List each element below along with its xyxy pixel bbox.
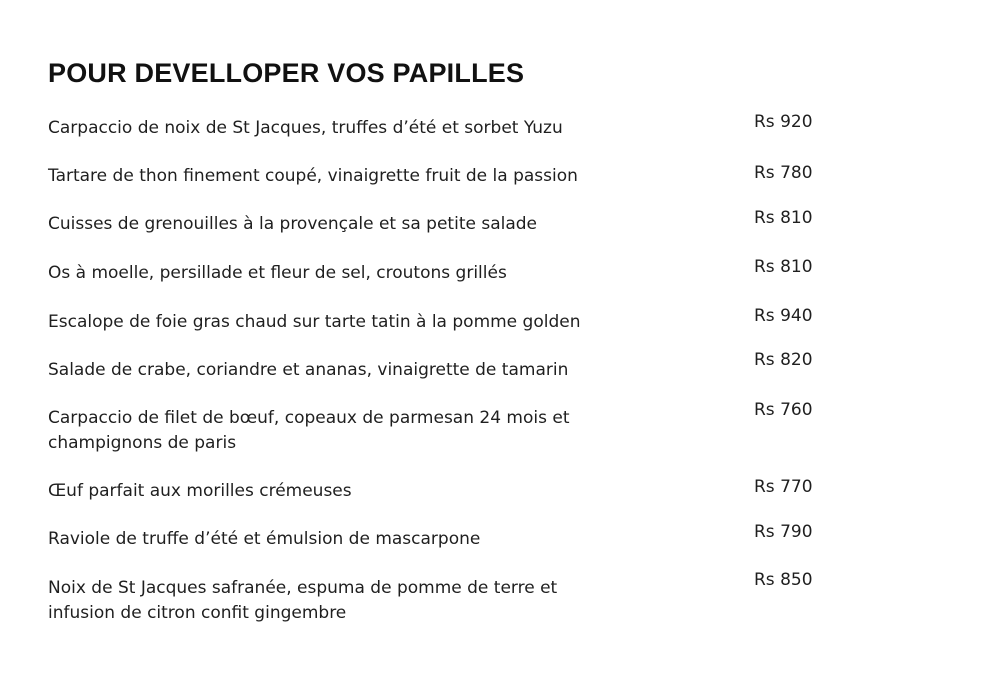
dish-price: Rs 820 [754, 350, 813, 370]
dish-name: Carpaccio de noix de St Jacques, truffes d’été et sorbet Yuzu [48, 118, 563, 138]
dish-price: Rs 920 [754, 112, 813, 132]
dish-price: Rs 790 [754, 522, 813, 542]
dish-name: Carpaccio de filet de bœuf, copeaux de parmesan 24 mois et champignons de paris [48, 408, 570, 453]
dish-price: Rs 940 [754, 306, 813, 326]
dish-price: Rs 810 [754, 208, 813, 228]
menu-title: POUR DEVELLOPER VOS PAPILLES [48, 58, 525, 88]
dish-price: Rs 770 [754, 477, 813, 497]
dish-name: Raviole de truffe d’été et émulsion de mascarpone [48, 529, 481, 549]
dish-name: Salade de crabe, coriandre et ananas, vinaigrette de tamarin [48, 360, 569, 380]
dish-name: Escalope de foie gras chaud sur tarte tatin à la pomme golden [48, 312, 581, 332]
dish-name: Tartare de thon finement coupé, vinaigrette fruit de la passion [48, 166, 578, 186]
dish-price: Rs 780 [754, 163, 813, 183]
dish-price: Rs 810 [754, 257, 813, 277]
dish-price: Rs 760 [754, 400, 813, 420]
dish-name: Os à moelle, persillade et fleur de sel, croutons grillés [48, 263, 507, 283]
dish-price: Rs 850 [754, 570, 813, 590]
dish-name: Noix de St Jacques safranée, espuma de pomme de terre et infusion de citron confit gingembre [48, 578, 558, 623]
dish-name: Cuisses de grenouilles à la provençale et sa petite salade [48, 214, 538, 234]
dish-name: Œuf parfait aux morilles crémeuses [48, 481, 352, 501]
